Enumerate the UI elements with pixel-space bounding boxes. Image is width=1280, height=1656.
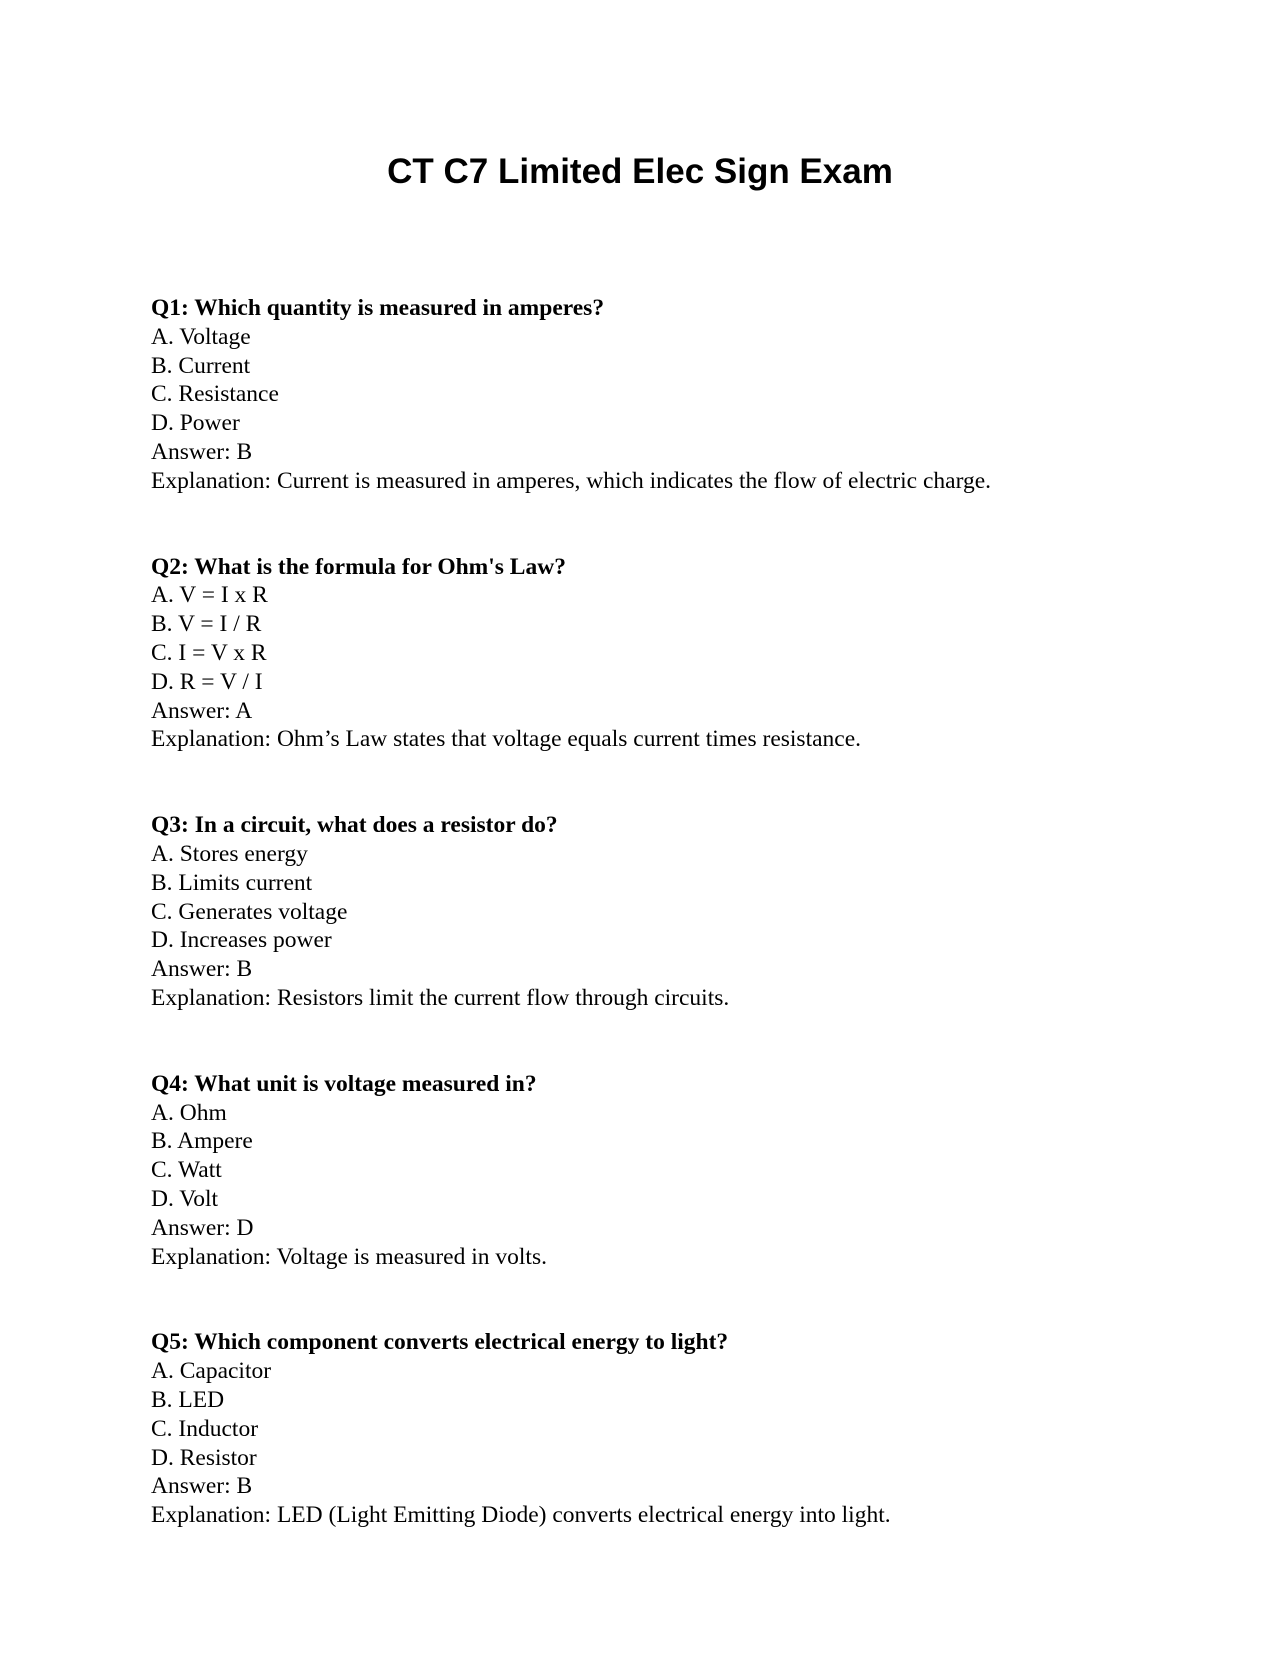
correct-answer: Answer: A (151, 697, 253, 724)
answer-option-c: C. Generates voltage (151, 898, 348, 925)
question-3 (151, 811, 1211, 1013)
answer-option-a: A. Ohm (151, 1099, 227, 1126)
correct-answer: Answer: B (151, 956, 253, 983)
answer-option-c: C. Inductor (151, 1415, 259, 1442)
question-text: Q2: What is the formula for Ohm's Law? (151, 553, 566, 580)
answer-option-c: C. Watt (151, 1157, 222, 1184)
answer-option-b: B. V = I / R (151, 611, 262, 638)
question-2 (151, 553, 1211, 755)
answer-option-a: A. Voltage (151, 323, 251, 350)
answer-explanation: Explanation: Ohm’s Law states that voltage equals current times resistance. (151, 726, 862, 753)
question-list (151, 294, 1211, 1587)
answer-option-c: C. I = V x R (151, 639, 267, 666)
answer-explanation: Explanation: Voltage is measured in volts. (151, 1243, 547, 1270)
answer-option-d: D. R = V / I (151, 668, 263, 695)
answer-option-a: A. Capacitor (151, 1358, 272, 1385)
answer-option-c: C. Resistance (151, 381, 279, 408)
correct-answer: Answer: D (151, 1214, 254, 1241)
question-1 (151, 294, 1211, 496)
question-text: Q4: What unit is voltage measured in? (151, 1070, 537, 1097)
answer-option-d: D. Power (151, 410, 240, 437)
answer-explanation: Explanation: Current is measured in amperes, which indicates the flow of electric charge. (151, 467, 992, 494)
answer-option-d: D. Volt (151, 1185, 219, 1212)
answer-option-d: D. Resistor (151, 1444, 257, 1471)
answer-option-a: A. Stores energy (151, 840, 308, 867)
answer-option-b: B. Limits current (151, 869, 313, 896)
answer-explanation: Explanation: LED (Light Emitting Diode) converts electrical energy into light. (151, 1502, 891, 1529)
document-title: CT C7 Limited Elec Sign Exam (387, 152, 893, 191)
answer-option-d: D. Increases power (151, 927, 332, 954)
correct-answer: Answer: B (151, 438, 253, 465)
answer-option-b: B. LED (151, 1386, 225, 1413)
correct-answer: Answer: B (151, 1473, 253, 1500)
question-text: Q5: Which component converts electrical energy to light? (151, 1329, 729, 1356)
question-text: Q1: Which quantity is measured in amperes? (151, 295, 605, 321)
question-4 (151, 1070, 1211, 1272)
answer-explanation: Explanation: Resistors limit the current flow through circuits. (151, 984, 730, 1011)
question-text: Q3: In a circuit, what does a resistor do? (151, 812, 558, 839)
answer-option-b: B. Ampere (151, 1128, 253, 1155)
question-5 (151, 1328, 1211, 1530)
answer-option-b: B. Current (151, 352, 251, 379)
answer-option-a: A. V = I x R (151, 582, 268, 609)
